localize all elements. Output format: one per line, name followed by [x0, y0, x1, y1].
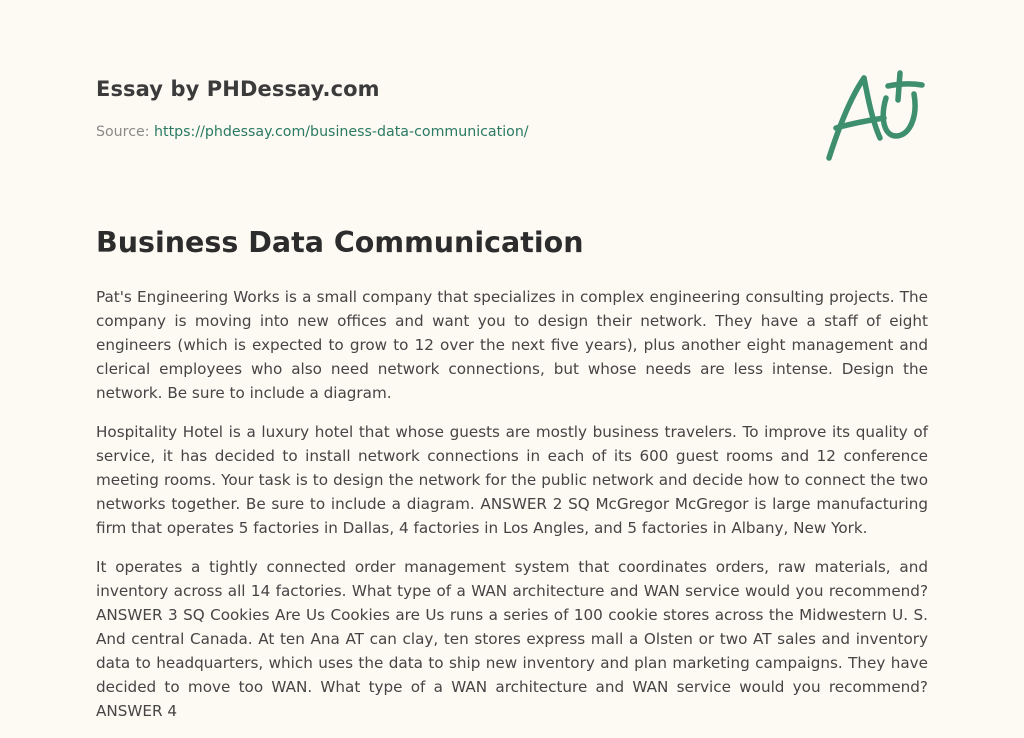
a-plus-logo-icon: [826, 68, 926, 164]
paragraph-2: Hospitality Hotel is a luxury hotel that whose guests are mostly business travelers. To improve its quality of service, it has decided to install network connections in each of its 600 guest rooms and 12 conference meeting rooms. Your task is to design the network for the public network and decide how to connect the two networks together. Be sure to include a diagram. ANSWER 2 SQ McGregor McGregor is large manufacturing firm that operates 5 factories in Dallas, 4 factories in Los Angles, and 5 factories in Albany, New York.: [96, 423, 928, 537]
article-body: [96, 285, 928, 738]
source-link[interactable]: https://phdessay.com/business-data-communication/: [154, 124, 529, 140]
paragraph-1: Pat's Engineering Works is a small company that specializes in complex engineering consulting projects. The company is moving into new offices and want you to design their network. They have a staff of eight engineers (which is expected to grow to 12 over the next five years), plus another eight management and clerical employees who also need network connections, but whose needs are less intense. Design the network. Be sure to include a diagram.: [96, 288, 928, 402]
site-brand: Essay by PHDessay.com: [96, 77, 380, 101]
source-line: [96, 124, 529, 140]
page-title: Business Data Communication: [96, 226, 584, 259]
paragraph-3: It operates a tightly connected order management system that coordinates orders, raw materials, and inventory across all 14 factories. What type of a WAN architecture and WAN service would you recommend? ANSWER 3 SQ Cookies Are Us Cookies are Us runs a series of 100 cookie stores across the Midwestern U. S. And central Canada. At ten Ana AT can clay, ten stores express mall a Olsten or two AT sales and inventory data to headquarters, which uses the data to ship new inventory and plan marketing campaigns. They have decided to move too WAN. What type of a WAN architecture and WAN service would you recommend? ANSWER 4: [96, 558, 928, 720]
source-label: Source:: [96, 124, 155, 140]
